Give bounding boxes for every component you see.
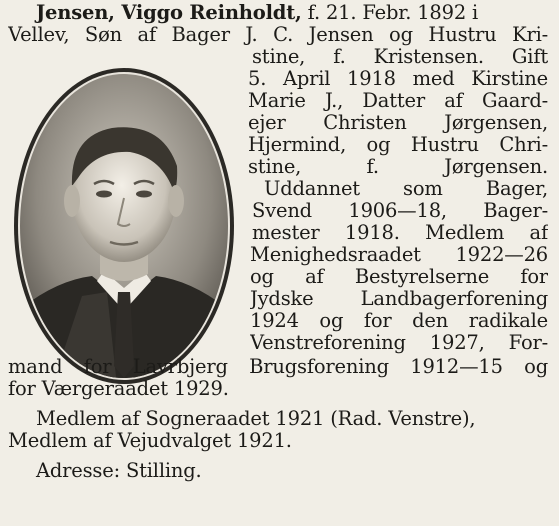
text-line: stine, f. Jørgensen.	[248, 156, 548, 178]
text-line: 1924 og for den radikale	[250, 310, 548, 332]
text-line: Svend 1906—18, Bager-	[252, 200, 548, 222]
portrait-photo	[12, 66, 236, 386]
entry-first-line	[36, 2, 478, 24]
text-line: Marie J., Datter af Gaard-	[248, 90, 548, 112]
text-line: mester 1918. Medlem af	[252, 222, 548, 244]
text-line: ejer Christen Jørgensen,	[248, 112, 548, 134]
text-line: for Værgeraadet 1929.	[8, 377, 229, 400]
text-line: Jydske Landbagerforening	[250, 288, 548, 310]
text-line: og af Bestyrelserne for	[250, 266, 548, 288]
text-line: Medlem af Sogneraadet 1921 (Rad. Venstre),	[36, 407, 476, 430]
person-name: Jensen, Viggo Reinholdt,	[36, 1, 302, 24]
text-line: stine, f. Kristensen. Gift	[252, 46, 548, 68]
text-line: mand for Lavrbjerg Brugsforening 1912—15 og	[8, 356, 548, 378]
text-line: Hjermind, og Hustru Chri-	[248, 134, 548, 156]
text-line: Menighedsraadet 1922—26	[250, 244, 548, 266]
text-line: Medlem af Vejudvalget 1921.	[8, 429, 292, 452]
text-line: Venstreforening 1927, For-	[250, 332, 548, 354]
text-line: 5. April 1918 med Kirstine	[248, 68, 548, 90]
birth-info: f. 21. Febr. 1892 i	[301, 1, 479, 24]
address-line: Adresse: Stilling.	[36, 459, 202, 482]
portrait-photo-oval-icon	[12, 66, 236, 386]
text-line: Vellev, Søn af Bager J. C. Jensen og Hustru Kri-	[8, 24, 548, 46]
text-line: Uddannet som Bager,	[264, 178, 548, 200]
